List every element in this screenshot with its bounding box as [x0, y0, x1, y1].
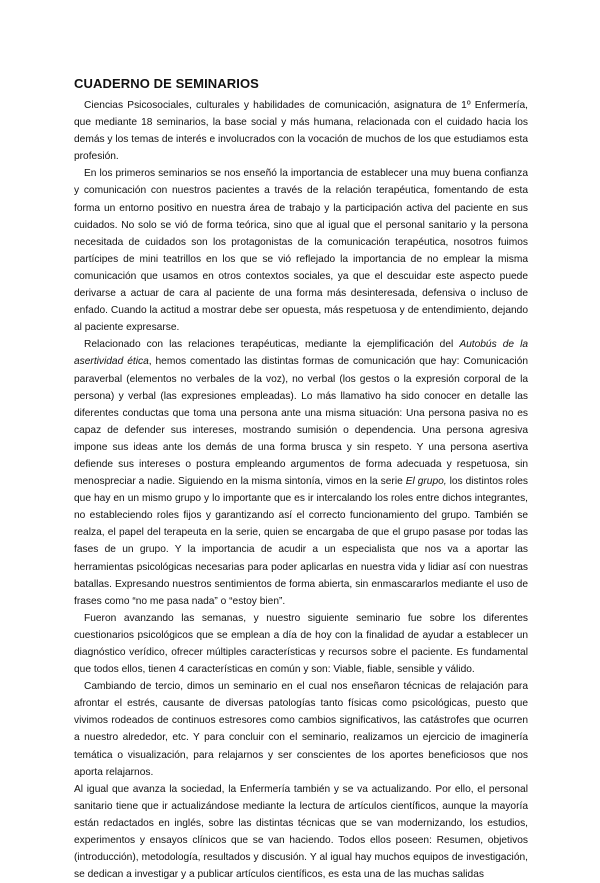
paragraph-text: Cambiando de tercio, dimos un seminario en el cual nos enseñaron técnicas de relajación para afrontar el estrés, causante de diversas patologías tanto físicas como psicológicas, puesto que vivimos rodeados de continuos estresores como cambios significativos, las catástrofes que ocurren a nuestro alrededor, etc. Y para concluir con el seminario, realizamos un ejercicio de imaginería temática o visualización, para relajarnos y ser conscientes de los aportes beneficiosos que nos aporta relajarnos.: [74, 681, 528, 778]
italic-title: Autobús de la asertividad ética: [74, 339, 528, 368]
paragraph-relaxation: [74, 678, 528, 781]
paragraph-scientific-articles: [74, 781, 528, 883]
paragraph-communication-types: [74, 336, 528, 610]
document-title: CUADERNO DE SEMINARIOS: [74, 76, 259, 91]
document-page: [74, 76, 528, 883]
paragraph-text: los distintos roles que hay en un mismo grupo y lo importante que es ir intercalando los roles entre dichos integrantes, no estableciendo roles fijos y garantizando así el correcto funcionamiento del grupo. También se realza, el papel del terapeuta en la serie, quien se encargaba de que el grupo pasase por todas las fases de un grupo. Y la importancia de acudir a un especialista que nos va a aportar las herramientas psicológicas necesarias para poder aplicarlas en nuestra vida y lidiar así con nuestras batallas. Expresando nuestros sentimientos de forma abierta, sin enmascararlos mediante el uso de frases como “no me pasa nada” o “estoy bien”.: [74, 476, 529, 607]
paragraph-text: Al igual que avanza la sociedad, la Enfermería también y se va actualizando. Por ello, el personal sanitario tiene que ir actualizándose mediante la lectura de artículos científicos, aunque la mayoría están redactados en inglés, sobre las distintas técnicas que se van modernizando, los estudios, experimentos y ensayos clínicos que se van haciendo. Todos ellos poseen: Resumen, objetivos (introducción), metodología, resultados y discusión. Y al igual hay muchos equipos de investigación, se dedican a investigar y a publicar artículos científicos, es esta una de las muchas salidas: [74, 783, 528, 881]
paragraph-questionnaires: [74, 610, 528, 678]
paragraph-text: En los primeros seminarios se nos enseñó la importancia de establecer una muy buena confianza y comunicación con nuestros pacientes a través de la relación terapéutica, fomentando de esta forma un entorno positivo en nuestra área de trabajo y la participación activa del paciente en sus cuidados. No solo se vió de forma teórica, sino que al igual que el personal sanitario y la persona necesitada de cuidados son los protagonistas de la comunicación terapéutica, nosotros fuimos partícipes de mini teatrillos en los que se vió reflejado la importancia de no emplear la misma comunicación que usamos en otros contextos sociales, ya que el descuidar este aspecto puede derivarse a actuar de cara al paciente de una forma más desinteresada, defensiva o incluso de enfado. Cuando la actitud a mostrar debe ser opuesta, más respetuosa y de entendimiento, dejando al paciente expresarse.: [74, 168, 528, 334]
paragraph-text: Ciencias Psicosociales, culturales y habilidades de comunicación, asignatura de 1º Enfermería, que mediante 18 seminarios, la base social y más humana, relacionada con el cuidado hacia los demás y los temas de interés e involucrados con la vocación de muchos de los que estudiamos esta profesión.: [74, 100, 528, 163]
paragraph-text: , hemos comentado las distintas formas de comunicación que hay: Comunicación paraverbal (elementos no verbales de la voz), no verbal (los gestos o la expresión corporal de la persona) y verbal (las expresiones empleadas). Lo más llamativo ha sido conocer en detalle las diferentes conductas que toma una persona ante una misma situación: Una persona pasiva no es capaz de defender sus intereses, mostrando sumisión o dependencia. Una persona agresiva impone sus ideas ante los demás de una forma brusca y sin respeto. Y una persona asertiva defiende sus intereses o postura empleando argumentos de forma adecuada y respetuosa, sin menospreciar a nadie. Siguiendo en la misma sintonía, vimos en la serie: [74, 356, 528, 488]
paragraph-intro: [74, 97, 528, 165]
paragraph-text: Relacionado con las relaciones terapéuticas, mediante la ejemplificación del: [84, 339, 460, 351]
paragraph-text: Fueron avanzando las semanas, y nuestro siguiente seminario fue sobre los diferentes cuestionarios psicológicos que se emplean a día de hoy con la finalidad de ayudar a establecer un diagnóstico verídico, ofrecer múltiples características y recursos sobre el paciente. Es fundamental que todos ellos, tienen 4 características en común y son: Viable, fiable, sensible y válido.: [74, 612, 528, 676]
paragraph-therapeutic-relationship: [74, 165, 528, 336]
italic-title: El grupo,: [405, 476, 447, 488]
